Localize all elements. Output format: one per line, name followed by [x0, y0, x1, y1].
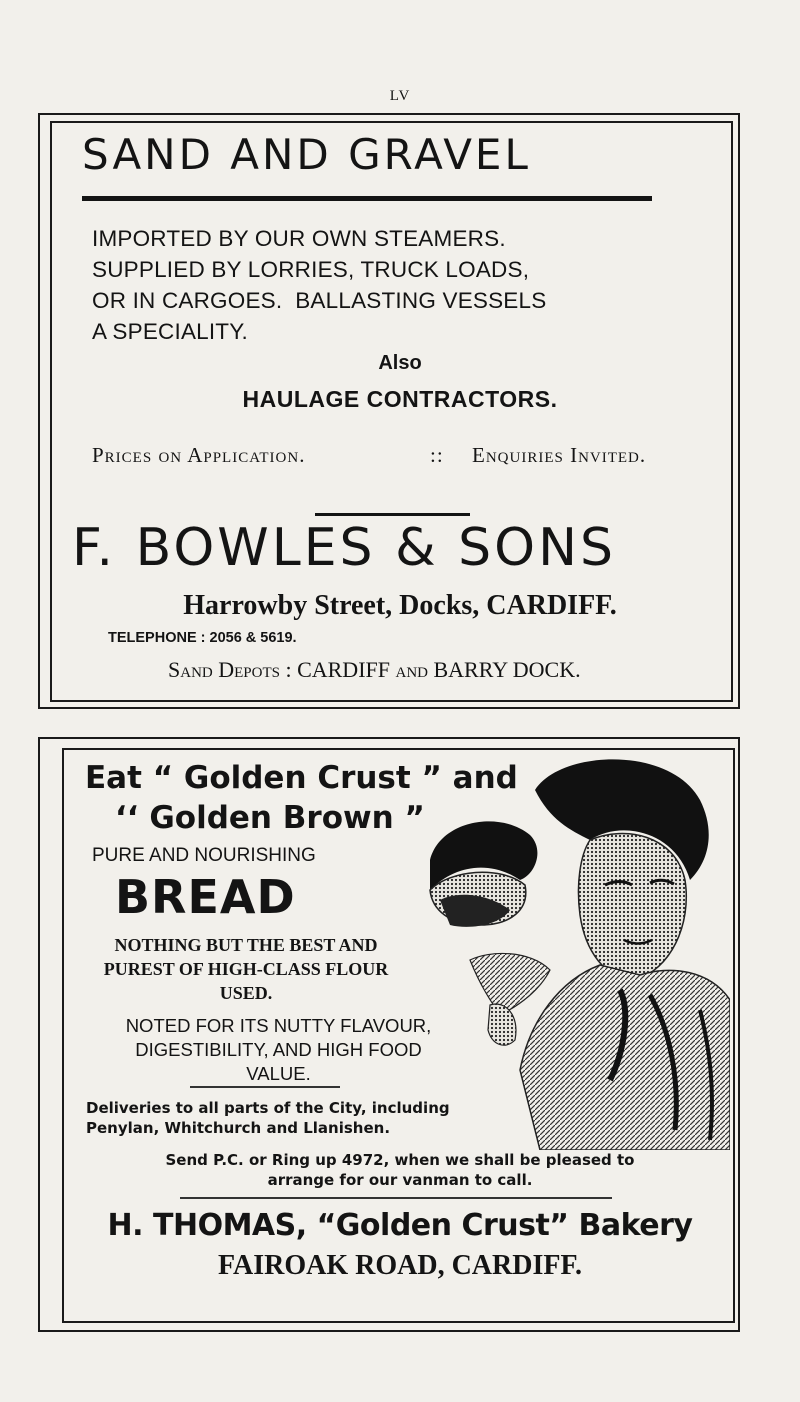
nothing-but-best-text	[86, 933, 406, 1005]
ad1-body-text	[92, 223, 712, 347]
pure-and-nourishing: PURE AND NOURISHING	[92, 845, 316, 866]
also-text: Also	[378, 352, 422, 374]
page-number: LV	[389, 88, 411, 104]
deliveries-line-1: Deliveries to all parts of the City, including	[86, 1099, 450, 1117]
sand-depots: Sand Depots : CARDIFF and BARRY DOCK.	[168, 657, 581, 682]
body-line-4: A SPECIALITY.	[92, 319, 249, 344]
noted-line-3: VALUE.	[246, 1063, 311, 1084]
send-pc-text	[70, 1150, 730, 1190]
bread-heading: BREAD	[115, 870, 296, 924]
body-line-3: OR IN CARGOES. BALLASTING VESSELS	[92, 288, 547, 313]
nothing-line-1: NOTHING BUT THE BEST AND	[114, 935, 378, 955]
telephone-numbers: TELEPHONE : 2056 & 5619.	[108, 630, 297, 646]
divider-rule-short	[190, 1086, 340, 1088]
headline-golden-crust: Eat “ Golden Crust ” and	[85, 760, 518, 796]
body-line-2: SUPPLIED BY LORRIES, TRUCK LOADS,	[92, 257, 530, 282]
enquiries-invited: Enquiries Invited.	[472, 443, 647, 467]
deliveries-line-2: Penylan, Whitchurch and Llanishen.	[86, 1119, 391, 1137]
thomas-address: FAIROAK ROAD, CARDIFF.	[218, 1250, 582, 1281]
haulage-contractors: HAULAGE CONTRACTORS.	[242, 386, 558, 412]
prices-on-application: Prices on Application.	[92, 443, 306, 467]
title-underline	[82, 196, 652, 201]
bowles-company-name: F. BOWLES & SONS	[72, 518, 617, 578]
noted-for-text	[86, 1014, 471, 1086]
body-line-1: IMPORTED BY OUR OWN STEAMERS.	[92, 226, 506, 251]
bowles-address: Harrowby Street, Docks, CARDIFF.	[183, 590, 617, 621]
woman-portrait-illustration	[410, 750, 730, 1150]
nothing-line-2: PUREST OF HIGH-CLASS FLOUR	[103, 959, 389, 979]
send-line-2: arrange for our vanman to call.	[267, 1171, 533, 1189]
headline-golden-brown: ‘‘ Golden Brown ”	[115, 800, 425, 836]
noted-line-2: DIGESTIBILITY, AND HIGH FOOD	[135, 1039, 422, 1060]
send-line-1: Send P.C. or Ring up 4972, when we shall be pleased to	[165, 1151, 635, 1169]
sand-gravel-title: SAND AND GRAVEL	[82, 130, 531, 179]
thomas-company-name: H. THOMAS, “Golden Crust” Bakery	[107, 1208, 693, 1243]
noted-line-1: NOTED FOR ITS NUTTY FLAVOUR,	[125, 1015, 432, 1036]
deliveries-text	[86, 1098, 566, 1138]
prices-line	[92, 443, 732, 468]
divider-rule-long	[180, 1197, 612, 1199]
separator: ::	[430, 443, 444, 467]
divider-rule	[315, 513, 470, 516]
nothing-line-3: USED.	[219, 983, 273, 1003]
